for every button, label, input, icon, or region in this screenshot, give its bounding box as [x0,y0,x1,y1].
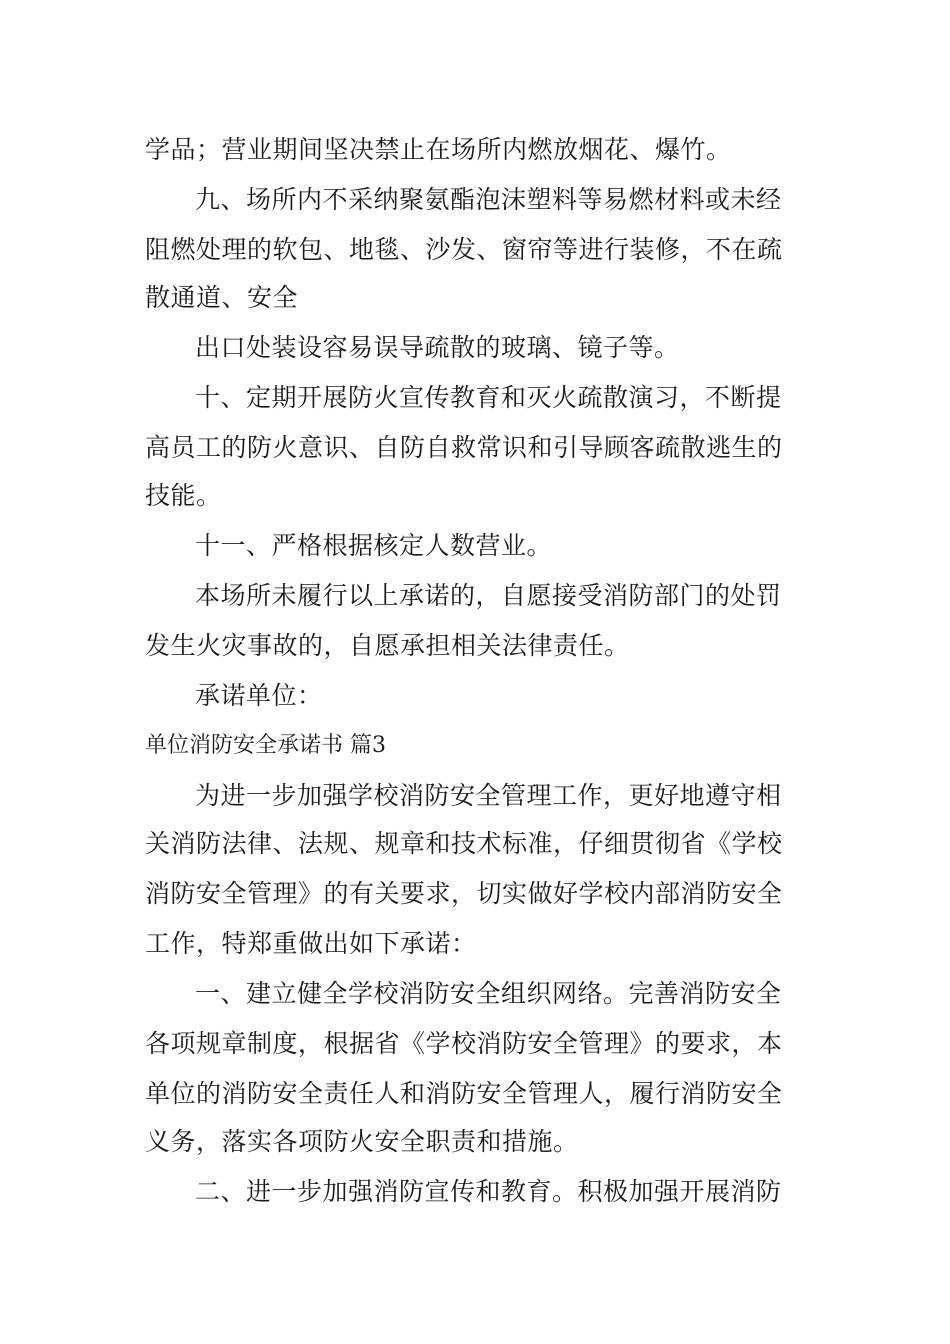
text-line: 义务，落实各项防火安全职责和措施。 [145,1127,579,1156]
text-line: 学品；营业期间坚决禁止在场所内燃放烟花、爆竹。 [145,135,732,164]
text-line: 高员工的防火意识、自防自救常识和引导顾客疏散逃生的 [145,433,783,462]
text-line: 九、场所内不采纳聚氨酯泡沫塑料等易燃材料或未经 [195,185,782,214]
text-line: 各项规章制度，根据省《学校消防安全管理》的要求，本 [145,1029,783,1058]
text-line: 十、定期开展防火宣传教育和灭火疏散演习，不断提 [195,383,782,412]
text-line: 发生火灾事故的，自愿承担相关法律责任。 [145,631,630,660]
text-line: 为进一步加强学校消防安全管理工作，更好地遵守相 [195,781,782,810]
text-line: 工作，特郑重做出如下承诺： [145,929,477,958]
text-line: 阻燃处理的软包、地毯、沙发、窗帘等进行装修，不在疏 [145,235,783,264]
text-line: 十一、严格根据核定人数营业。 [195,531,553,560]
text-line: 一、建立健全学校消防安全组织网络。完善消防安全 [195,979,782,1008]
section-heading: 单位消防安全承诺书 篇3 [145,733,386,758]
text-line: 本场所未履行以上承诺的，自愿接受消防部门的处罚 [195,581,782,610]
text-line: 出口处装设容易误导疏散的玻璃、镜子等。 [195,333,680,362]
text-line: 承诺单位： [195,681,323,710]
text-line: 关消防法律、法规、规章和技术标准，仔细贯彻省《学校 [145,829,783,858]
text-line: 技能。 [145,481,222,510]
text-line: 二、进一步加强消防宣传和教育。积极加强开展消防 [195,1177,782,1206]
text-line: 消防安全管理》的有关要求，切实做好学校内部消防安全 [145,879,783,908]
text-line: 单位的消防安全责任人和消防安全管理人，履行消防安全 [145,1079,783,1108]
text-line: 散通道、安全 [145,283,299,312]
